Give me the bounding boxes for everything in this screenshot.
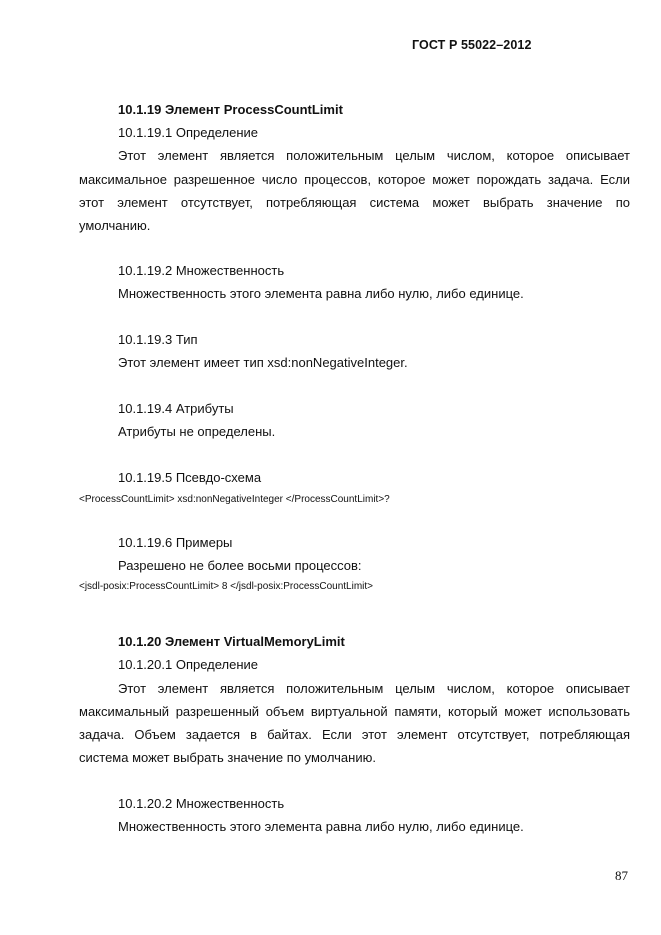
definition-line-4-1020: система может выбрать значение по умолчанию. xyxy=(79,750,376,765)
multiplicity-text-1020: Множественность этого элемента равна либо нулю, либо единице. xyxy=(118,819,524,834)
multiplicity-text-1019: Множественность этого элемента равна либо нулю, либо единице. xyxy=(118,286,524,301)
definition-line-1-1020: Этот элемент является положительным целым числом, которое описывает xyxy=(118,681,630,696)
examples-text-1019: Разрешено не более восьми процессов: xyxy=(118,558,362,573)
attributes-title-1019: 10.1.19.4 Атрибуты xyxy=(118,401,234,416)
examples-title-1019: 10.1.19.6 Примеры xyxy=(118,535,233,550)
definition-line-1: Этот элемент является положительным целым числом, которое описывает xyxy=(118,148,630,163)
section-heading-1019: 10.1.19 Элемент ProcessCountLimit xyxy=(118,102,343,117)
multiplicity-title-1020: 10.1.20.2 Множественность xyxy=(118,796,285,811)
definition-line-2-1020: максимальный разрешенный объем виртуальной памяти, который может использовать xyxy=(79,704,630,719)
section-heading-1020: 10.1.20 Элемент VirtualMemoryLimit xyxy=(118,634,345,649)
definition-line-4: умолчанию. xyxy=(79,218,151,233)
page-number: 87 xyxy=(615,868,628,883)
type-title-1019: 10.1.19.3 Тип xyxy=(118,332,198,347)
definition-line-2: максимальное разрешенное число процессов, которое может порождать задача. Если xyxy=(79,172,630,187)
definition-title-1020: 10.1.20.1 Определение xyxy=(118,657,259,672)
examples-code: <jsdl-posix:ProcessCountLimit> 8 </jsdl-posix:ProcessCountLimit> xyxy=(79,581,374,592)
definition-line-3: этот элемент отсутствует, потребляющая система может выбрать значение по xyxy=(79,195,630,210)
definition-line-3-1020: задача. Объем задается в байтах. Если этот элемент отсутствует, потребляющая xyxy=(79,727,630,742)
definition-title-1019: 10.1.19.1 Определение xyxy=(118,125,259,140)
pseudo-schema-code: <ProcessCountLimit> xsd:nonNegativeInteger </ProcessCountLimit>? xyxy=(79,494,390,505)
multiplicity-title-1019: 10.1.19.2 Множественность xyxy=(118,263,285,278)
pseudo-schema-title-1019: 10.1.19.5 Псевдо-схема xyxy=(118,470,262,485)
standard-header: ГОСТ Р 55022–2012 xyxy=(412,38,532,52)
type-text-1019: Этот элемент имеет тип xsd:nonNegativeInteger. xyxy=(118,355,408,370)
attributes-text-1019: Атрибуты не определены. xyxy=(118,424,276,439)
